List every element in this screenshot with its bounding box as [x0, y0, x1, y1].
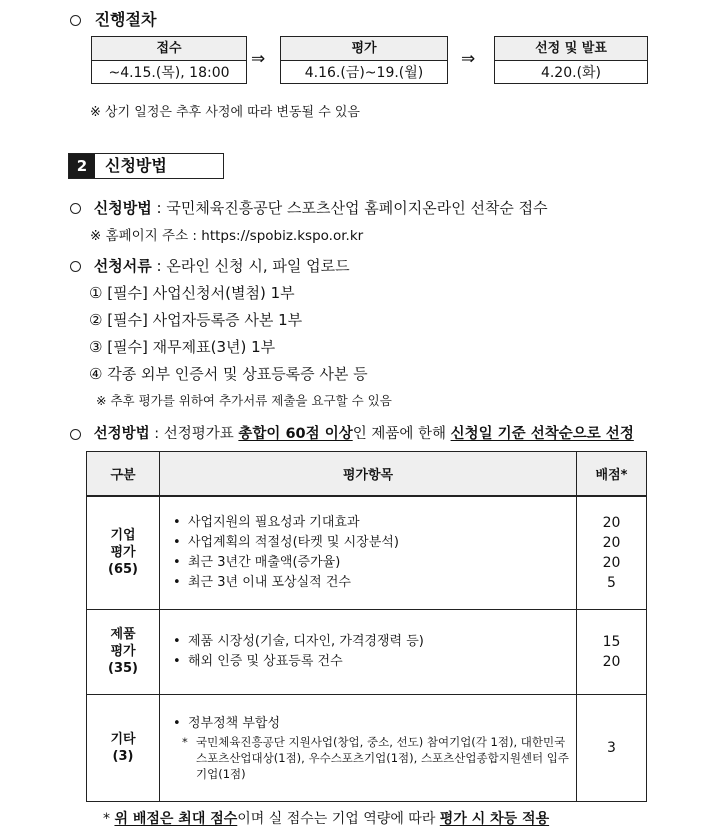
selection-line [70, 422, 634, 443]
footnote-max: 위 배점은 최대 점수 [114, 811, 238, 827]
step-title: 평가 [281, 37, 447, 61]
footnote-star: * [103, 811, 115, 827]
list-item: • 제품 시장성(기술, 디자인, 가격경쟁력 등) [168, 632, 576, 652]
method-line [70, 197, 548, 218]
list-item: • 사업계획의 적절성(타켓 및 시장분석) [168, 533, 576, 553]
document-item: ③ [필수] 재무제표(3년) 1부 [89, 338, 276, 356]
documents-line [70, 255, 350, 276]
documents-text: : 온라인 신청 시, 파일 업로드 [151, 257, 350, 275]
step-receipt [91, 36, 247, 84]
score-value: 5 [607, 574, 616, 591]
method-text: : 국민체육진흥공단 스포츠산업 홈페이지온라인 선착순 접수 [151, 199, 548, 217]
list-item: • 사업지원의 필요성과 기대효과 [168, 513, 576, 533]
category-cell [87, 694, 160, 801]
list-item: • 최근 3년 이내 포상실적 건수 [168, 573, 576, 593]
category-text: (35) [108, 661, 138, 676]
selection-threshold: 총합이 60점 이상 [238, 426, 353, 442]
score-cell [577, 694, 647, 801]
items-cell [160, 496, 577, 609]
header-items: 평가항목 [160, 452, 577, 497]
category-text: 평가 [110, 644, 136, 659]
items-cell [160, 609, 577, 694]
documents-label: 선청서류 [93, 257, 152, 275]
schedule-note: ※ 상기 일정은 추후 사정에 따라 변동될 수 있음 [90, 105, 360, 120]
footnote-diff: 평가 시 차등 적용 [439, 811, 550, 827]
section-number: 2 [69, 154, 95, 178]
score-cell [577, 496, 647, 609]
score-cell [577, 609, 647, 694]
circle-bullet-icon [70, 203, 81, 214]
table-row [87, 609, 647, 694]
score-value: 20 [602, 514, 621, 531]
items-cell [160, 694, 577, 801]
list-item: • 정부정책 부합성 [168, 714, 576, 734]
category-text: (65) [108, 562, 138, 578]
arrow-right-icon: ⇒ [251, 49, 266, 69]
homepage-line: ※ 홈페이지 주소 : https://spobiz.kspo.or.kr [90, 228, 364, 244]
selection-text: : 선정평가표 [149, 426, 239, 442]
section-title-box [68, 153, 224, 179]
document-item: ② [필수] 사업자등록증 사본 1부 [89, 311, 303, 329]
document-item: ① [필수] 사업신청서(별첨) 1부 [89, 284, 295, 302]
step-date: 4.16.(금)~19.(월) [304, 65, 424, 81]
step-date: ~4.15.(목), 18:00 [108, 65, 230, 81]
step-date: 4.20.(화) [540, 65, 602, 81]
procedure-heading: 진행절차 [70, 7, 156, 30]
table-header-row [87, 452, 647, 497]
header-score: 배점* [577, 452, 647, 497]
step-announcement [494, 36, 648, 84]
category-text: 평가 [110, 545, 136, 561]
selection-rule: 신청일 기준 선착순으로 선정 [450, 426, 634, 442]
documents-note: ※ 추후 평가를 위하여 추가서류 제출을 요구할 수 있음 [96, 393, 392, 408]
arrow-right-icon: ⇒ [461, 49, 476, 69]
category-cell [87, 609, 160, 694]
evaluation-table [86, 451, 647, 802]
category-text: 기타 [110, 731, 136, 747]
score-value: 3 [607, 739, 616, 756]
category-text: 제품 [110, 627, 136, 642]
footnote-text: 이며 실 점수는 기업 역량에 따라 [237, 811, 440, 827]
score-value: 20 [602, 653, 621, 670]
table-row [87, 496, 647, 609]
category-text: (3) [112, 748, 134, 764]
category-text: 기업 [110, 528, 136, 544]
step-title: 접수 [92, 37, 246, 61]
score-value: 20 [602, 554, 621, 571]
document-item: ④ 각종 외부 인증서 및 상표등록증 사본 등 [89, 365, 368, 383]
circle-bullet-icon [70, 429, 81, 440]
footnote [103, 808, 549, 828]
score-value: 15 [602, 633, 621, 650]
section-title: 신청방법 [105, 156, 167, 175]
score-value: 20 [602, 534, 621, 551]
circle-bullet-icon [70, 261, 81, 272]
step-title: 선정 및 발표 [495, 37, 647, 61]
selection-text: 인 제품에 한해 [352, 426, 451, 442]
method-label: 신청방법 [93, 199, 152, 217]
header-category: 구분 [87, 452, 160, 497]
selection-label: 선정방법 [93, 426, 150, 442]
table-row [87, 694, 647, 801]
list-item: • 해외 인증 및 상표등록 건수 [168, 652, 576, 672]
category-cell [87, 496, 160, 609]
circle-bullet-icon [70, 15, 81, 26]
item-note: * 국민체육진흥공단 지원사업(창업, 중소, 선도) 참여기업(각 1점), 대한민국 스포츠산업대상(1점), 우수스포츠기업(1점), 스포츠산업종합지원센터 입주기업(1점) [168, 734, 576, 782]
step-evaluation [280, 36, 448, 84]
list-item: • 최근 3년간 매출액(증가율) [168, 553, 576, 573]
